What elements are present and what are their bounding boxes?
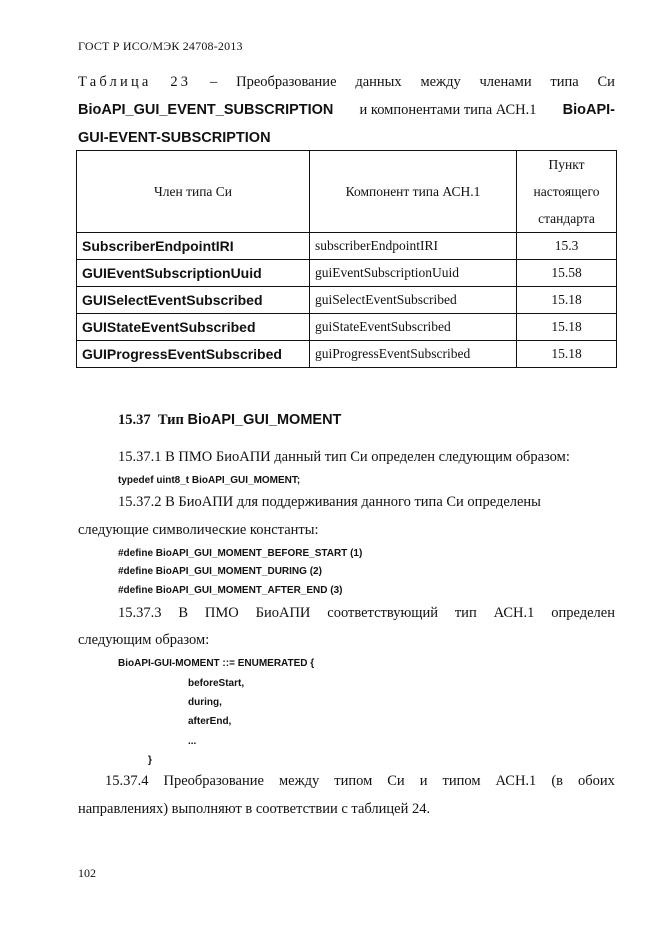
caption-word: Преобразование	[236, 74, 337, 90]
caption-line-2	[78, 96, 615, 124]
word: АСН.1	[495, 773, 537, 789]
word: определен	[551, 605, 615, 621]
caption-number: 23	[170, 74, 192, 90]
word: В	[178, 605, 189, 621]
cell-member: GUIStateEventSubscribed	[77, 314, 310, 341]
table-caption	[78, 68, 615, 152]
code-define: #define BioAPI_GUI_MOMENT_AFTER_END (3)	[118, 585, 343, 596]
cell-clause: 15.3	[517, 233, 617, 260]
cell-member: GUISelectEventSubscribed	[77, 287, 310, 314]
paragraph-15-37-2-line-1: 15.37.2 В БиоАПИ для поддерживания данного типа Си определены	[118, 494, 541, 510]
table-row	[77, 314, 617, 341]
code-define: #define BioAPI_GUI_MOMENT_BEFORE_START (1)	[118, 548, 363, 559]
paragraph-15-37-4-line-2: направлениях) выполняют в соответствии с таблицей 24.	[78, 801, 431, 817]
word: между	[278, 773, 320, 789]
cell-asn: guiEventSubscriptionUuid	[310, 260, 517, 287]
header-c-member: Член типа Си	[77, 151, 310, 233]
header-clause-line: настоящего	[533, 184, 600, 199]
page-number: 102	[78, 866, 96, 880]
caption-dash: –	[210, 74, 218, 90]
asn-definition-head: BioAPI-GUI-MOMENT ::= ENUMERATED {	[118, 658, 315, 669]
header-clause-line: стандарта	[538, 211, 595, 226]
word: типом	[334, 773, 373, 789]
paragraph-15-37-4-line-1	[105, 773, 615, 790]
asn-enum-item: afterEnd,	[188, 716, 232, 727]
word: Си	[387, 773, 405, 789]
asn-enum-item: during,	[188, 697, 222, 708]
table-row	[77, 260, 617, 287]
caption-middle: и компонентами типа АСН.1	[359, 102, 537, 118]
section-word: Тип	[157, 412, 184, 428]
cell-asn: guiStateEventSubscribed	[310, 314, 517, 341]
caption-c-type: BioAPI_GUI_EVENT_SUBSCRIPTION	[78, 102, 334, 118]
word: тип	[454, 605, 477, 621]
word: (в	[551, 773, 564, 789]
section-type-name: BioAPI_GUI_MOMENT	[187, 412, 342, 428]
word: типом	[442, 773, 481, 789]
cell-asn: subscriberEndpointIRI	[310, 233, 517, 260]
word: ПМО	[204, 605, 239, 621]
caption-line-1	[78, 68, 615, 96]
word: обоих	[578, 773, 615, 789]
word: БиоАПИ	[255, 605, 311, 621]
caption-word: данных	[355, 74, 402, 90]
table-row	[77, 233, 617, 260]
paragraph-15-37-2-line-2: следующие символические константы:	[78, 522, 319, 538]
cell-member: GUIProgressEventSubscribed	[77, 341, 310, 368]
table-row	[77, 341, 617, 368]
paragraph-15-37-3-line-1	[118, 605, 615, 622]
table-header-row	[77, 151, 617, 233]
page-header: ГОСТ Р ИСО/МЭК 24708-2013	[78, 39, 243, 53]
word: соответствующий	[327, 605, 438, 621]
asn-definition-close: }	[148, 755, 152, 766]
word: 15.37.3	[118, 605, 162, 621]
header-asn-component: Компонент типа АСН.1	[310, 151, 517, 233]
caption-word: между	[420, 74, 461, 90]
cell-clause: 15.58	[517, 260, 617, 287]
word: Преобразование	[163, 773, 264, 789]
caption-line-3	[78, 124, 615, 152]
section-title	[118, 412, 341, 429]
caption-word: Си	[597, 74, 615, 90]
paragraph-15-37-3-line-2: следующим образом:	[78, 632, 210, 648]
caption-asn-type-part1: BioAPI-	[562, 102, 615, 118]
section-number: 15.37	[118, 412, 151, 428]
header-clause-line: Пункт	[548, 157, 585, 172]
caption-asn-type-part2: GUI-EVENT-SUBSCRIPTION	[78, 130, 271, 146]
caption-word: членами	[479, 74, 532, 90]
caption-label: Таблица	[78, 74, 152, 90]
header-clause	[517, 151, 617, 233]
asn-enum-item: ...	[188, 736, 197, 747]
cell-asn: guiSelectEventSubscribed	[310, 287, 517, 314]
cell-clause: 15.18	[517, 341, 617, 368]
cell-clause: 15.18	[517, 314, 617, 341]
cell-member: GUIEventSubscriptionUuid	[77, 260, 310, 287]
word: 15.37.4	[105, 773, 149, 789]
asn-enum-item: beforeStart,	[188, 678, 245, 689]
code-typedef: typedef uint8_t BioAPI_GUI_MOMENT;	[118, 475, 301, 486]
word: АСН.1	[493, 605, 535, 621]
word: и	[419, 773, 428, 789]
code-define: #define BioAPI_GUI_MOMENT_DURING (2)	[118, 566, 322, 577]
cell-clause: 15.18	[517, 287, 617, 314]
paragraph-15-37-1: 15.37.1 В ПМО БиоАПИ данный тип Си определен следующим образом:	[118, 449, 570, 465]
mapping-table	[76, 150, 617, 368]
cell-asn: guiProgressEventSubscribed	[310, 341, 517, 368]
cell-member: SubscriberEndpointIRI	[77, 233, 310, 260]
table-row	[77, 287, 617, 314]
caption-word: типа	[550, 74, 579, 90]
